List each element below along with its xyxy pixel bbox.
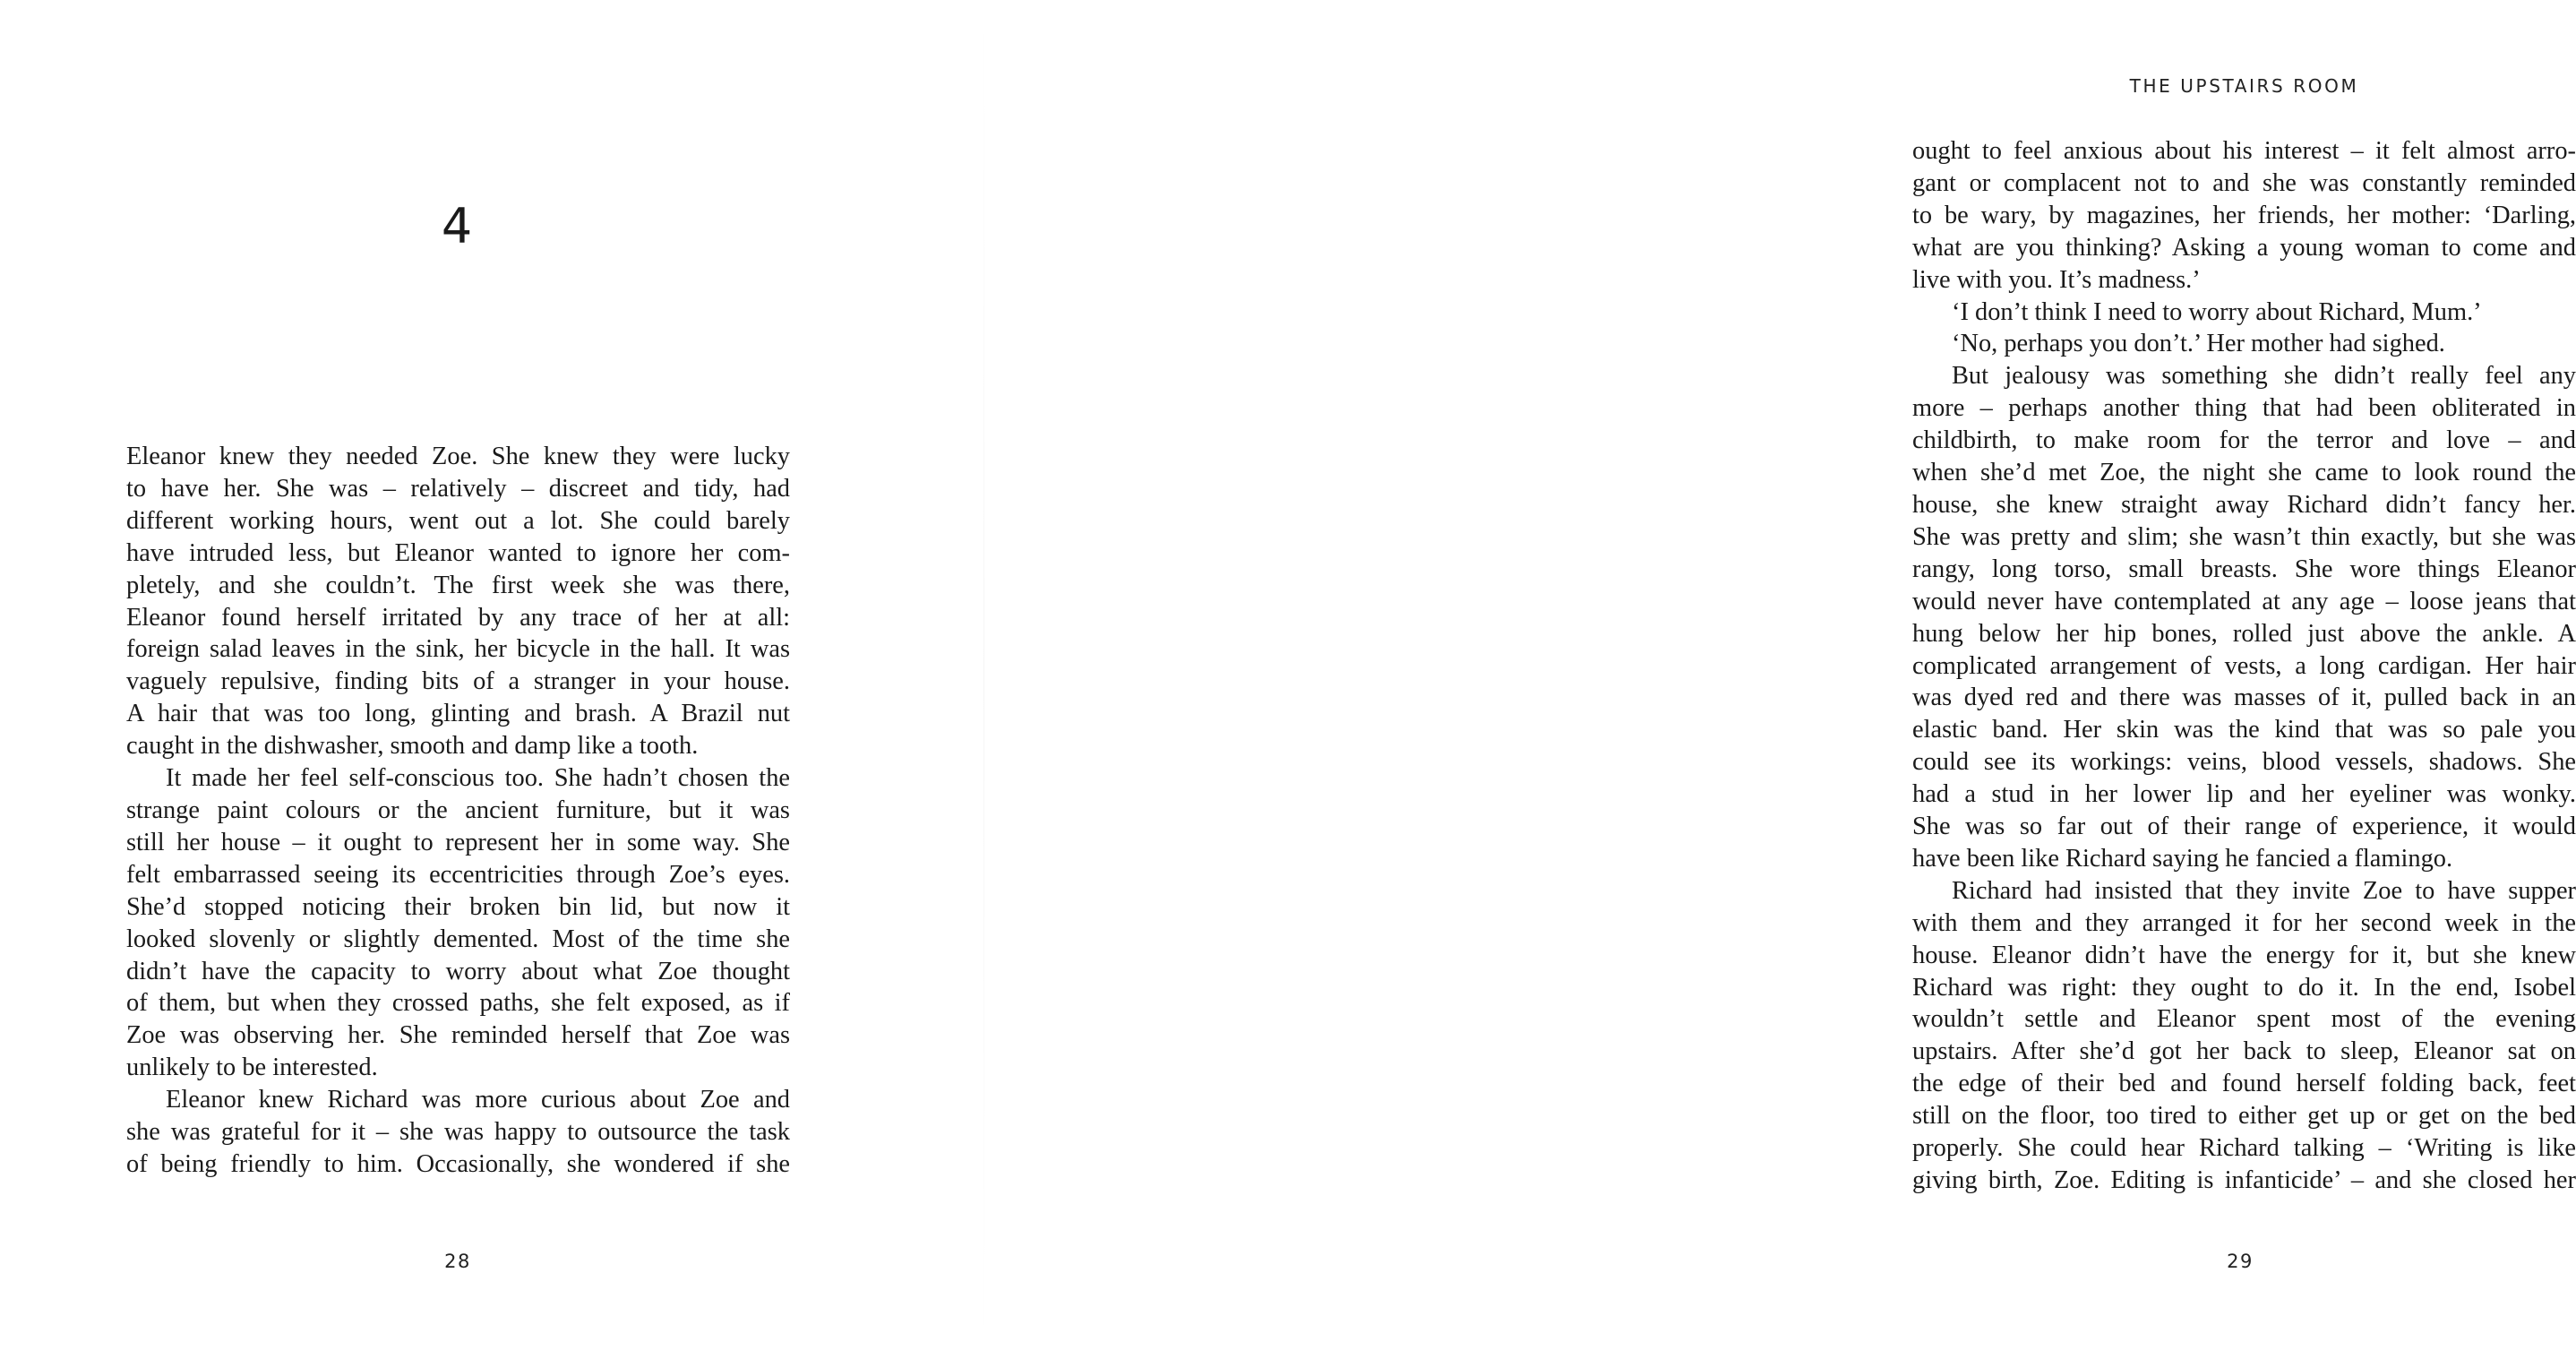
- text-line: She was pretty and slim; she wasn’t thin exactly, but she was: [1912, 522, 2576, 551]
- text-line: hung below her hip bones, rolled just above the ankle. A: [1912, 619, 2576, 648]
- text-line: upstairs. After she’d got her back to sleep, Eleanor sat on: [1912, 1037, 2576, 1066]
- text-line: Eleanor knew they needed Zoe. She knew they were lucky: [126, 443, 790, 470]
- text-line: It made her feel self-conscious too. She hadn’t chosen the: [166, 764, 790, 793]
- text-line: unlikely to be interested.: [126, 1054, 378, 1082]
- text-line: Zoe was observing her. She reminded herself that Zoe was: [126, 1021, 790, 1050]
- text-line: to be wary, by magazines, her friends, her mother: ‘Darling,: [1912, 201, 2576, 229]
- text-line: Richard was right: they ought to do it. In the end, Isobel: [1912, 973, 2576, 1002]
- text-line: still her house – it ought to represent her in some way. She: [126, 828, 790, 856]
- text-line: complicated arrangement of vests, a long cardigan. Her hair: [1912, 651, 2576, 680]
- text-line: caught in the dishwasher, smooth and damp like a tooth.: [126, 732, 699, 761]
- text-line: wouldn’t settle and Eleanor spent most of the evening: [1912, 1005, 2576, 1034]
- text-line: pletely, and she couldn’t. The first week she was there,: [126, 571, 790, 599]
- text-line: had a stud in her lower lip and her eyeliner was wonky.: [1912, 780, 2576, 809]
- text-line: She was so far out of their range of experience, it would: [1912, 813, 2576, 841]
- text-line: She’d stopped noticing their broken bin lid, but now it: [126, 892, 790, 921]
- text-line: have been like Richard saying he fancied a flamingo.: [1912, 844, 2453, 873]
- text-line: strange paint colours or the ancient furniture, but it was: [126, 796, 790, 824]
- text-line: have intruded less, but Eleanor wanted to ignore her com-: [126, 538, 790, 567]
- page-number-right: 29: [2227, 1251, 2254, 1272]
- text-line: ought to feel anxious about his interest – it felt almost arro-: [1912, 137, 2576, 165]
- text-line: still on the floor, too tired to either get up or get on the bed: [1912, 1102, 2576, 1131]
- text-line: childbirth, to make room for the terror and love – and: [1912, 426, 2576, 455]
- text-line: foreign salad leaves in the sink, her bicycle in the hall. It was: [126, 635, 790, 664]
- text-line: what are you thinking? Asking a young woman to come and: [1912, 233, 2576, 262]
- text-line: ‘No, perhaps you don’t.’ Her mother had sighed.: [1952, 330, 2445, 358]
- text-line: the edge of their bed and found herself folding back, feet: [1912, 1070, 2576, 1098]
- text-line: Richard had insisted that they invite Zoe to have supper: [1952, 876, 2576, 905]
- text-line: ‘I don’t think I need to worry about Richard, Mum.’: [1952, 297, 2482, 326]
- text-line: giving birth, Zoe. Editing is infanticide’ – and she closed her: [1912, 1166, 2576, 1194]
- text-line: more – perhaps another thing that had been obliterated in: [1912, 394, 2576, 423]
- text-line: Eleanor knew Richard was more curious about Zoe and: [166, 1086, 790, 1114]
- text-line: was dyed red and there was masses of it, pulled back in an: [1912, 684, 2576, 712]
- text-line: vaguely repulsive, finding bits of a stranger in your house.: [126, 667, 790, 696]
- text-line: elastic band. Her skin was the kind that was so pale you: [1912, 716, 2576, 744]
- text-line: house, she knew straight away Richard didn’t fancy her.: [1912, 490, 2576, 519]
- text-line: of being friendly to him. Occasionally, she wondered if she: [126, 1149, 790, 1178]
- right-page: [896, 0, 2576, 1359]
- right-page-body: [1912, 135, 2576, 1197]
- left-page-body: [126, 441, 790, 1181]
- text-line: properly. She could hear Richard talking – ‘Writing is like: [1912, 1134, 2576, 1163]
- text-line: But jealousy was something she didn’t really feel any: [1952, 362, 2576, 391]
- text-line: A hair that was too long, glinting and brash. A Brazil nut: [126, 700, 790, 728]
- text-line: rangy, long torso, small breasts. She wore things Eleanor: [1912, 555, 2576, 583]
- text-line: gant or complacent not to and she was constantly reminded: [1912, 168, 2576, 197]
- chapter-number: 4: [441, 198, 474, 254]
- text-line: would never have contemplated at any age – loose jeans that: [1912, 587, 2576, 615]
- running-head: THE UPSTAIRS ROOM: [2129, 75, 2359, 97]
- text-line: when she’d met Zoe, the night she came to look round the: [1912, 459, 2576, 487]
- text-line: could see its workings: veins, blood vessels, shadows. She: [1912, 748, 2576, 777]
- text-line: she was grateful for it – she was happy to outsource the task: [126, 1118, 790, 1147]
- page-number-left: 28: [444, 1251, 471, 1272]
- text-line: looked slovenly or slightly demented. Most of the time she: [126, 925, 790, 953]
- left-page: [0, 0, 896, 1359]
- text-line: live with you. It’s madness.’: [1912, 265, 2201, 294]
- text-line: Eleanor found herself irritated by any trace of her at all:: [126, 603, 790, 632]
- text-line: different working hours, went out a lot. She could barely: [126, 506, 790, 535]
- text-line: with them and they arranged it for her second week in the: [1912, 908, 2576, 937]
- text-line: of them, but when they crossed paths, she felt exposed, as if: [126, 989, 790, 1018]
- text-line: house. Eleanor didn’t have the energy for it, but she knew: [1912, 941, 2576, 969]
- text-line: didn’t have the capacity to worry about what Zoe thought: [126, 957, 790, 985]
- text-line: to have her. She was – relatively – discreet and tidy, had: [126, 474, 790, 503]
- text-line: felt embarrassed seeing its eccentricities through Zoe’s eyes.: [126, 860, 790, 889]
